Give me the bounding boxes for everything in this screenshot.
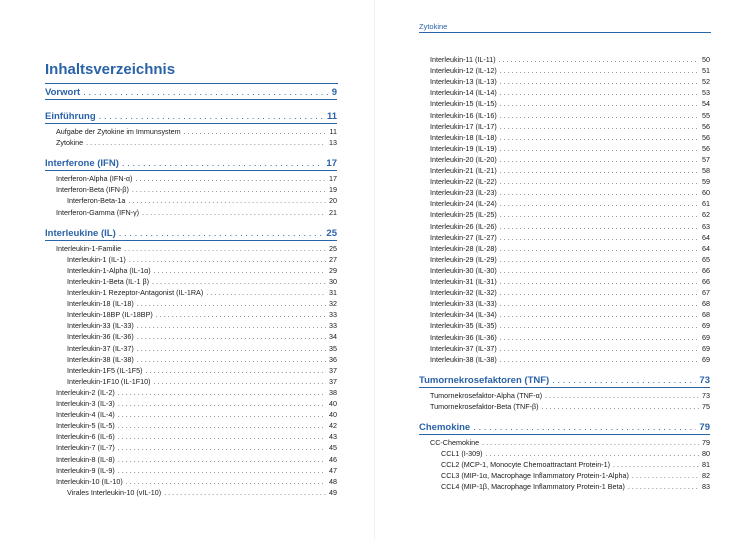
toc-entry[interactable] [430, 221, 710, 232]
toc-section-heading[interactable] [45, 110, 337, 123]
toc-entry-label: Tumornekrosefaktoren (TNF) [419, 374, 550, 386]
toc-entry[interactable] [430, 65, 710, 76]
toc-entry[interactable] [430, 298, 710, 309]
toc-entry-label: Interleukin-13 (IL-13) [430, 77, 497, 87]
toc-entry[interactable] [67, 343, 337, 354]
toc-leader-dots [164, 487, 326, 498]
toc-leader-dots [129, 254, 326, 265]
toc-leader-dots [152, 276, 326, 287]
toc-entry-label: Interleukin-1F10 (IL-1F10) [67, 376, 151, 386]
toc-page-number: 56 [702, 121, 710, 131]
toc-leader-dots [500, 65, 699, 76]
toc-entry-label: Interleukin-37 (IL-37) [67, 343, 134, 353]
toc-leader-dots [628, 481, 699, 492]
toc-entry[interactable] [67, 276, 337, 287]
toc-page-number: 69 [702, 354, 710, 364]
toc-entry-label: Interleukin-18BP (IL-18BP) [67, 310, 153, 320]
toc-entry-label: Interferon-Alpha (IFN-α) [56, 174, 133, 184]
toc-page-number: 37 [329, 365, 337, 375]
toc-section-heading[interactable] [45, 227, 337, 240]
toc-entry[interactable] [56, 409, 337, 420]
toc-entry-label: Interleukin-20 (IL-20) [430, 154, 497, 164]
toc-entry-label: Interleukin-9 (IL-9) [56, 465, 115, 475]
toc-leader-dots [500, 76, 699, 87]
toc-entry[interactable] [56, 137, 337, 148]
toc-leader-dots [122, 157, 324, 170]
toc-entry-label: Interleukin-38 (IL-38) [67, 354, 134, 364]
toc-entry-label: Interleukin-36 (IL-36) [430, 332, 497, 342]
toc-entry-label: Interleukin-7 (IL-7) [56, 443, 115, 453]
toc-leader-dots [118, 398, 326, 409]
toc-leader-dots [482, 437, 699, 448]
toc-leader-dots [500, 332, 699, 343]
toc-page-number: 54 [702, 99, 710, 109]
toc-entry-label: Interleukin-16 (IL-16) [430, 110, 497, 120]
toc-entry[interactable] [56, 431, 337, 442]
toc-leader-dots [118, 387, 326, 398]
toc-page-number: 81 [702, 460, 710, 470]
toc-leader-dots [552, 374, 696, 387]
toc-entry-label: Interleukin-17 (IL-17) [430, 121, 497, 131]
toc-leader-dots [500, 265, 699, 276]
toc-page-number: 36 [329, 354, 337, 364]
toc-leader-dots [124, 243, 326, 254]
toc-page-number: 31 [329, 288, 337, 297]
toc-entry-label: Aufgabe der Zytokine im Immunsystem [56, 127, 181, 136]
toc-entry[interactable] [67, 331, 337, 342]
toc-entry-label: Interleukine (IL) [45, 227, 116, 239]
running-head: Zytokine [419, 22, 448, 31]
toc-page-number: 79 [702, 438, 710, 447]
toc-page-number: 35 [329, 343, 337, 353]
toc-leader-dots [99, 110, 324, 123]
toc-entry[interactable] [67, 195, 337, 206]
toc-page-number: 11 [326, 111, 337, 122]
toc-page-number: 27 [329, 254, 337, 264]
toc-page-number: 82 [702, 471, 710, 481]
toc-leader-dots [500, 254, 699, 265]
toc-page-number: 52 [702, 77, 710, 87]
toc-leader-dots [500, 232, 699, 243]
toc-leader-dots [500, 320, 699, 331]
toc-leader-dots [137, 354, 326, 365]
toc-leader-dots [146, 365, 327, 376]
toc-page-number: 30 [329, 276, 337, 286]
toc-entry[interactable] [56, 442, 337, 453]
toc-leader-dots [500, 121, 699, 132]
toc-entry[interactable] [56, 207, 337, 218]
toc-leader-dots [500, 209, 699, 220]
toc-leader-dots [500, 176, 699, 187]
toc-entry[interactable] [430, 98, 710, 109]
toc-page-number: 57 [702, 154, 710, 164]
toc-leader-dots [500, 276, 699, 287]
toc-entry[interactable] [430, 332, 710, 343]
toc-leader-dots [86, 137, 326, 148]
toc-page-number: 20 [329, 196, 337, 206]
toc-entry[interactable] [430, 121, 710, 132]
toc-page-number: 62 [702, 210, 710, 220]
toc-entry[interactable] [67, 265, 337, 276]
toc-entry[interactable] [430, 176, 710, 187]
toc-page-number: 64 [702, 243, 710, 253]
toc-page-number: 55 [702, 110, 710, 120]
toc-page-number: 37 [329, 376, 337, 386]
toc-entry-label: Zytokine [56, 138, 84, 148]
section-rule [45, 240, 337, 241]
toc-entry[interactable] [430, 165, 710, 176]
right-page [375, 0, 750, 539]
toc-page-number: 67 [702, 288, 710, 298]
toc-page-number: 59 [702, 177, 710, 187]
toc-page-number: 21 [329, 207, 337, 217]
toc-entry-label: Interleukin-11 (IL-11) [430, 55, 496, 64]
toc-entry-label: CCL2 (MCP-1, Monocyte Chemoattractant Protein-1) [441, 460, 610, 470]
toc-leader-dots [154, 265, 326, 276]
toc-entry[interactable] [56, 387, 337, 398]
toc-entry[interactable] [430, 265, 710, 276]
toc-entry[interactable] [67, 376, 337, 387]
toc-entry-label: Interleukin-24 (IL-24) [430, 199, 497, 209]
toc-entry[interactable] [67, 287, 337, 298]
toc-entry[interactable] [430, 354, 710, 365]
toc-page-number: 63 [702, 221, 710, 231]
toc-entry[interactable] [56, 398, 337, 409]
toc-page-number: 66 [702, 277, 710, 286]
toc-section-heading[interactable] [45, 157, 337, 170]
section-rule [45, 123, 337, 124]
toc-page-number: 51 [702, 66, 710, 76]
toc-leader-dots [500, 309, 699, 320]
toc-entry[interactable] [430, 132, 710, 143]
toc-entry[interactable] [56, 465, 337, 476]
toc-page-number: 61 [702, 199, 710, 209]
toc-page-number: 40 [329, 410, 337, 420]
toc-entry-label: Tumornekrosefaktor-Alpha (TNF-α) [430, 390, 543, 400]
toc-entry-label: Interleukin-4 (IL-4) [56, 410, 115, 420]
toc-page-number: 43 [329, 432, 337, 442]
toc-section-heading[interactable] [45, 86, 337, 99]
toc-page-number: 46 [329, 454, 337, 464]
toc-entry[interactable] [56, 243, 337, 254]
toc-page-number: 73 [699, 374, 710, 386]
toc-entry-label: Interleukin-25 (IL-25) [430, 210, 497, 220]
toc-entry[interactable] [56, 126, 337, 137]
toc-leader-dots [486, 448, 699, 459]
toc-entry-label: Interleukin-18 (IL-18) [430, 132, 497, 142]
toc-entry-label: Interferone (IFN) [45, 158, 119, 170]
toc-leader-dots [545, 390, 699, 401]
toc-page-number: 11 [329, 127, 337, 136]
toc-entry-label: Interferon-Beta-1a [67, 196, 126, 206]
toc-page-number: 42 [329, 421, 337, 431]
toc-leader-dots [500, 343, 699, 354]
toc-leader-dots [119, 227, 324, 240]
toc-page-number: 9 [331, 87, 337, 98]
toc-entry[interactable] [430, 76, 710, 87]
toc-entry-label: Interleukin-33 (IL-33) [67, 321, 134, 331]
toc-entry-label: Interleukin-1 (IL-1) [67, 254, 126, 264]
toc-page-number: 58 [702, 166, 710, 175]
toc-page-number: 17 [326, 158, 337, 170]
toc-page-number: 47 [329, 465, 337, 475]
toc-entry-label: Interleukin-31 (IL-31) [430, 277, 497, 286]
toc-page-number: 73 [702, 390, 710, 400]
toc-leader-dots [126, 476, 326, 487]
toc-leader-dots [118, 465, 326, 476]
toc-entry[interactable] [441, 459, 710, 470]
toc-entry-label: Interleukin-33 (IL-33) [430, 299, 497, 309]
toc-entry[interactable] [67, 365, 337, 376]
toc-page-number: 83 [702, 482, 710, 492]
toc-entry[interactable] [430, 390, 710, 401]
toc-entry-label: Interleukin-12 (IL-12) [430, 66, 497, 76]
toc-leader-dots [206, 287, 326, 298]
toc-entry-label: Interleukin-36 (IL-36) [67, 332, 134, 342]
toc-entry-label: Interleukin-21 (IL-21) [430, 166, 497, 175]
section-rule [419, 387, 710, 388]
toc-page-number: 33 [329, 321, 337, 331]
toc-leader-dots [500, 287, 699, 298]
toc-entry-label: Interleukin-2 (IL-2) [56, 387, 115, 397]
toc-leader-dots [500, 165, 699, 176]
toc-entry[interactable] [441, 448, 710, 459]
toc-leader-dots [500, 98, 699, 109]
toc-page-number: 34 [329, 332, 337, 342]
toc-entry[interactable] [430, 243, 710, 254]
title-rule [45, 83, 338, 84]
toc-entry-label: Interleukin-1-Familie [56, 243, 122, 253]
toc-entry-label: Interleukin-27 (IL-27) [430, 232, 497, 242]
toc-entry[interactable] [67, 487, 337, 498]
toc-section-heading[interactable] [419, 421, 710, 434]
toc-leader-dots [137, 298, 326, 309]
toc-entry[interactable] [56, 454, 337, 465]
toc-leader-dots [137, 343, 326, 354]
toc-entry-label: Tumornekrosefaktor-Beta (TNF-β) [430, 401, 539, 411]
section-rule [45, 99, 337, 100]
toc-entry-label: Interleukin-29 (IL-29) [430, 254, 497, 264]
toc-entry[interactable] [441, 481, 710, 492]
toc-entry-label: Vorwort [45, 87, 81, 98]
toc-page-number: 49 [329, 487, 337, 497]
toc-page-number: 19 [329, 185, 337, 195]
toc-entry[interactable] [430, 87, 710, 98]
toc-page-number: 80 [702, 449, 710, 459]
toc-entry-label: Interleukin-26 (IL-26) [430, 221, 497, 231]
toc-entry[interactable] [430, 343, 710, 354]
toc-leader-dots [500, 354, 699, 365]
toc-page-number: 69 [702, 321, 710, 331]
toc-entry-label: Interleukin-38 (IL-38) [430, 354, 497, 364]
toc-entry-label: Interferon-Gamma (IFN-γ) [56, 207, 140, 217]
toc-entry[interactable] [56, 184, 337, 195]
toc-entry[interactable] [430, 254, 710, 265]
toc-entry-label: Chemokine [419, 422, 471, 433]
toc-leader-dots [83, 86, 329, 99]
toc-page-number: 65 [702, 254, 710, 264]
section-rule [419, 434, 710, 435]
toc-leader-dots [500, 154, 699, 165]
toc-entry-label: Interleukin-35 (IL-35) [430, 321, 497, 331]
toc-leader-dots [613, 459, 699, 470]
toc-page-number: 56 [702, 132, 710, 142]
toc-entry[interactable] [67, 309, 337, 320]
toc-page-number: 32 [329, 299, 337, 309]
toc-page-number: 66 [702, 265, 710, 275]
toc-entry-label: Interleukin-8 (IL-8) [56, 454, 115, 464]
toc-entry-label: Interleukin-10 (IL-10) [56, 476, 123, 486]
toc-entry[interactable] [430, 154, 710, 165]
toc-leader-dots [500, 132, 699, 143]
toc-entry[interactable] [430, 437, 710, 448]
toc-page-number: 25 [326, 227, 337, 239]
toc-page-number: 75 [702, 401, 710, 411]
toc-entry[interactable] [56, 476, 337, 487]
toc-page-number: 17 [329, 174, 337, 184]
toc-page-number: 69 [702, 332, 710, 342]
toc-entry-label: Interleukin-23 (IL-23) [430, 188, 497, 198]
section-rule [45, 170, 337, 171]
toc-entry[interactable] [430, 232, 710, 243]
toc-entry[interactable] [430, 198, 710, 209]
toc-leader-dots [132, 184, 326, 195]
toc-leader-dots [118, 420, 326, 431]
toc-entry[interactable] [67, 354, 337, 365]
toc-entry-label: Interleukin-19 (IL-19) [430, 143, 497, 153]
toc-leader-dots [632, 470, 699, 481]
toc-entry[interactable] [56, 420, 337, 431]
toc-entry-label: Interleukin-1-Alpha (IL-1α) [67, 265, 151, 275]
toc-page-number: 45 [329, 443, 337, 453]
toc-page-number: 69 [702, 343, 710, 353]
toc-entry-label: Interleukin-30 (IL-30) [430, 265, 497, 275]
toc-entry[interactable] [430, 143, 710, 154]
toc-entry[interactable] [67, 298, 337, 309]
toc-page-number: 40 [329, 399, 337, 408]
toc-entry[interactable] [430, 309, 710, 320]
toc-leader-dots [118, 431, 326, 442]
toc-entry-label: Interleukin-18 (IL-18) [67, 299, 134, 309]
toc-leader-dots [500, 143, 699, 154]
toc-leader-dots [500, 110, 699, 121]
toc-entry-label: Interleukin-6 (IL-6) [56, 432, 115, 442]
toc-page-number: 56 [702, 143, 710, 153]
toc-entry[interactable] [56, 173, 337, 184]
toc-entry-label: Interleukin-1 Rezeptor-Antagonist (IL-1RA) [67, 288, 204, 297]
toc-page-number: 68 [702, 310, 710, 320]
toc-entry[interactable] [430, 287, 710, 298]
toc-entry-label: Interleukin-37 (IL-37) [430, 343, 497, 353]
toc-entry[interactable] [430, 209, 710, 220]
toc-entry-label: Interleukin-15 (IL-15) [430, 99, 497, 109]
toc-entry-label: Interleukin-32 (IL-32) [430, 288, 497, 298]
toc-leader-dots [118, 454, 326, 465]
toc-leader-dots [156, 309, 326, 320]
toc-leader-dots [142, 207, 326, 218]
toc-entry-label: Interleukin-5 (IL-5) [56, 421, 115, 431]
toc-entry-label: Interleukin-3 (IL-3) [56, 399, 115, 408]
toc-entry-label: CCL1 (I-309) [441, 449, 483, 459]
toc-entry-label: Interleukin-28 (IL-28) [430, 243, 497, 253]
toc-entry-label: Interleukin-14 (IL-14) [430, 88, 497, 98]
toc-leader-dots [500, 198, 699, 209]
toc-entry-label: Interleukin-34 (IL-34) [430, 310, 497, 320]
toc-leader-dots [542, 401, 699, 412]
toc-entry-label: Interleukin-1-Beta (IL-1 β) [67, 276, 150, 286]
toc-leader-dots [118, 409, 326, 420]
toc-leader-dots [500, 187, 699, 198]
toc-page-number: 64 [702, 232, 710, 242]
toc-leader-dots [500, 243, 699, 254]
toc-entry-label: Virales Interleukin-10 (vIL-10) [67, 487, 162, 497]
toc-page-number: 60 [702, 188, 710, 198]
toc-entry-label: Interleukin-1F5 (IL-1F5) [67, 365, 143, 375]
toc-page-number: 33 [329, 310, 337, 320]
toc-leader-dots [500, 298, 699, 309]
toc-entry[interactable] [430, 54, 710, 65]
toc-entry-label: Einführung [45, 111, 96, 122]
toc-page-number: 68 [702, 299, 710, 309]
toc-entry[interactable] [430, 401, 710, 412]
toc-page-number: 48 [329, 476, 337, 486]
running-head-rule [419, 32, 711, 33]
toc-leader-dots [137, 331, 326, 342]
toc-entry-label: CCL4 (MIP-1β, Macrophage Inflammatory Protein-1 Beta) [441, 482, 625, 492]
toc-page-number: 25 [329, 243, 337, 253]
toc-leader-dots [184, 126, 327, 137]
toc-leader-dots [135, 173, 326, 184]
toc-page-number: 50 [702, 55, 710, 64]
toc-section-heading[interactable] [419, 374, 710, 387]
toc-title: Inhaltsverzeichnis [45, 61, 176, 78]
toc-entry[interactable] [430, 110, 710, 121]
toc-leader-dots [154, 376, 327, 387]
toc-entry-label: Interleukin-22 (IL-22) [430, 177, 497, 187]
toc-page-number: 79 [699, 422, 710, 433]
toc-leader-dots [118, 442, 326, 453]
toc-entry[interactable] [67, 254, 337, 265]
toc-leader-dots [137, 320, 326, 331]
toc-page-number: 38 [329, 387, 337, 397]
toc-entry[interactable] [67, 320, 337, 331]
toc-entry[interactable] [430, 187, 710, 198]
toc-page-number: 29 [329, 265, 337, 275]
toc-page-number: 53 [702, 88, 710, 98]
toc-entry-label: Interferon-Beta (IFN-β) [56, 185, 129, 195]
toc-entry[interactable] [430, 320, 710, 331]
toc-leader-dots [473, 421, 696, 434]
toc-leader-dots [500, 221, 699, 232]
toc-entry[interactable] [441, 470, 710, 481]
toc-entry-label: CC-Chemokine [430, 438, 480, 447]
toc-entry-label: CCL3 (MIP-1α, Macrophage Inflammatory Protein-1-Alpha) [441, 471, 629, 481]
toc-page-number: 13 [329, 138, 337, 148]
toc-leader-dots [128, 195, 326, 206]
toc-leader-dots [499, 54, 699, 65]
toc-entry[interactable] [430, 276, 710, 287]
toc-leader-dots [500, 87, 699, 98]
